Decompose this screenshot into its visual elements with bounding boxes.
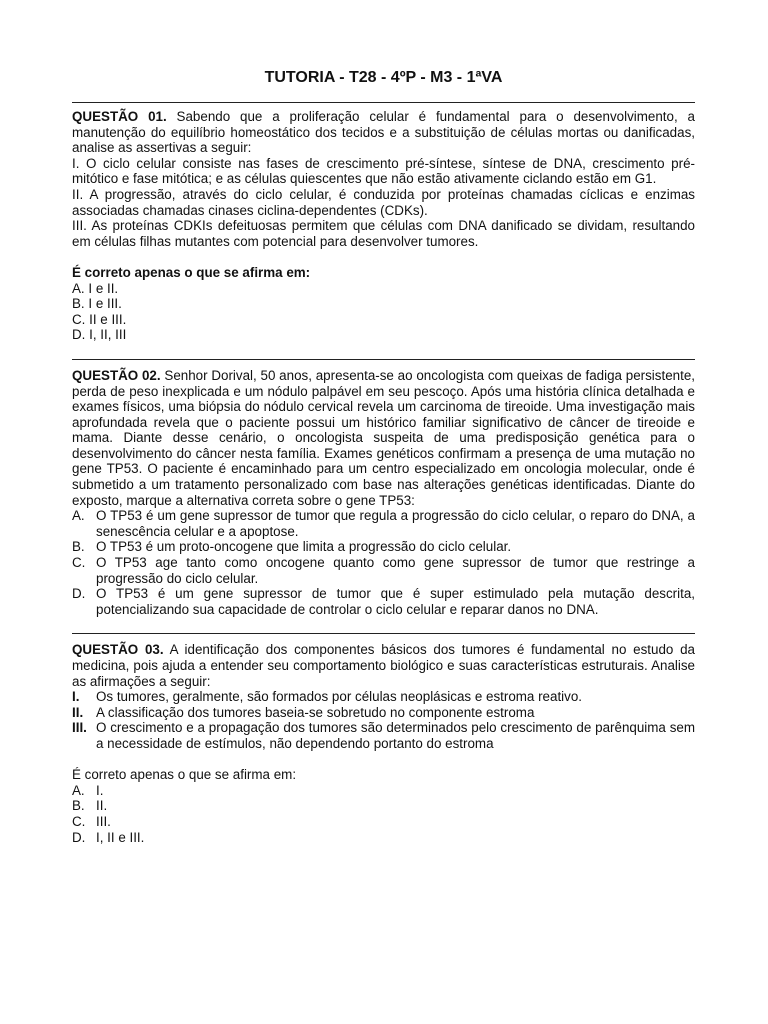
option-label: D. (72, 829, 86, 845)
option-text: O TP53 age tanto como oncogene quanto como gene supressor de tumor que restringe a progressão do ciclo celular. (96, 555, 695, 586)
option-text: O TP53 é um gene supressor de tumor que é super estimulado pela mutação descrita, potencializando sua capacidade de controlar o ciclo celular e reparar danos no DNA. (96, 586, 695, 617)
question-2-option-d (72, 586, 695, 617)
question-1 (72, 109, 695, 343)
question-1-intro (72, 109, 695, 156)
question-2 (72, 368, 695, 618)
divider (72, 633, 695, 634)
question-2-intro-text: Senhor Dorival, 50 anos, apresenta-se ao oncologista com queixas de fadiga persistente, perda de peso inexplicada e um nódulo palpável em seu pescoço. Após uma história clínica detalhada e exames físicos, uma biópsia do nódulo cervical revela um carcinoma de tireoide. Uma investigação mais aprofundada revela que o paciente possui um histórico familiar significativo de câncer de tireoide e mama. Diante desse cenário, o oncologista suspeita de uma predisposição genética para o desenvolvimento do câncer nesta família. Exames genéticos confirmam a presença de uma mutação no gene TP53. O paciente é encaminhado para um centro especializado em oncologia molecular, onde é submetido a um tratamento personalizado com base nas alterações genéticas identificadas. Diante do exposto, marque a alternativa correta sobre o gene TP53: (72, 367, 695, 508)
question-3-statement-1 (72, 689, 695, 705)
option-text: O TP53 é um gene supressor de tumor que regula a progressão do ciclo celular, o reparo do DNA, a senescência celular e a apoptose. (96, 508, 695, 539)
question-3-option-c (72, 814, 695, 830)
question-3-option-d (72, 830, 695, 846)
option-label: A. (72, 782, 85, 798)
option-text: O TP53 é um proto-oncogene que limita a progressão do ciclo celular. (96, 539, 512, 555)
divider (72, 102, 695, 103)
question-1-option-d: D. I, II, III (72, 327, 127, 343)
question-2-option-a (72, 508, 695, 539)
question-1-option-a: A. I e II. (72, 280, 119, 296)
question-1-option-b: B. I e III. (72, 296, 122, 312)
option-text: I, II e III. (96, 829, 145, 845)
question-1-intro-text: Sabendo que a proliferação celular é fundamental para o desenvolvimento, a manutenção do equilíbrio homeostático dos tecidos e a substituição de células mortas ou danificadas, analise as assertivas a seguir: (72, 109, 695, 156)
question-1-statement-2: II. A progressão, através do ciclo celular, é conduzida por proteínas chamadas cíclicas e enzimas associadas chamadas cinases ciclina-dependentes (CDKs). (72, 186, 695, 218)
question-3-statement-2 (72, 705, 695, 721)
question-2-heading: QUESTÃO 02. (72, 367, 161, 383)
statement-label: I. (72, 689, 80, 705)
option-label: B. (72, 798, 85, 814)
question-3-intro (72, 642, 695, 689)
question-3-prompt: É correto apenas o que se afirma em: (72, 767, 297, 783)
statement-text: A classificação dos tumores baseia-se sobretudo no componente estroma (96, 704, 535, 720)
option-label: B. (72, 539, 85, 555)
question-2-option-b (72, 539, 695, 555)
question-1-heading: QUESTÃO 01. (72, 109, 167, 124)
question-1-prompt: É correto apenas o que se afirma em: (72, 264, 311, 280)
question-3-heading: QUESTÃO 03. (72, 642, 164, 658)
option-label: A. (72, 508, 85, 524)
question-3-option-b (72, 798, 695, 814)
option-text: II. (96, 798, 108, 814)
question-2-option-c (72, 555, 695, 586)
option-label: C. (72, 813, 86, 829)
option-text: III. (96, 813, 111, 829)
option-text: I. (96, 782, 104, 798)
question-1-option-c: C. II e III. (72, 311, 127, 327)
divider (72, 359, 695, 360)
question-1-statement-3: III. As proteínas CDKIs defeituosas permitem que células com DNA danificado se dividam, resultando em células filhas mutantes com potencial para desenvolver tumores. (72, 218, 695, 249)
statement-text: O crescimento e a propagação dos tumores são determinados pelo crescimento de parênquima sem a necessidade de estímulos, não dependendo portanto do estroma (96, 720, 695, 751)
page-title: TUTORIA - T28 - 4ºP - M3 - 1ªVA (264, 69, 503, 86)
question-1-statement-1: I. O ciclo celular consiste nas fases de crescimento pré-síntese, síntese de DNA, crescimento pré-mitótico e fase mitótica; e as células quiescentes que não estão ativamente ciclando estão em G1. (72, 155, 695, 187)
question-2-intro (72, 368, 695, 508)
document-page (72, 68, 695, 845)
question-3-statement-3 (72, 720, 695, 751)
option-label: C. (72, 555, 86, 571)
statement-label: II. (72, 704, 84, 720)
option-label: D. (72, 586, 86, 602)
statement-label: III. (72, 720, 87, 736)
question-3 (72, 642, 695, 845)
statement-text: Os tumores, geralmente, são formados por células neoplásicas e estroma reativo. (96, 689, 583, 705)
question-3-option-a (72, 783, 695, 799)
question-3-intro-text: A identificação dos componentes básicos dos tumores é fundamental no estudo da medicina, pois ajuda a entender seu comportamento biológico e suas características estruturais. Analise as afirmações a seguir: (72, 642, 695, 689)
